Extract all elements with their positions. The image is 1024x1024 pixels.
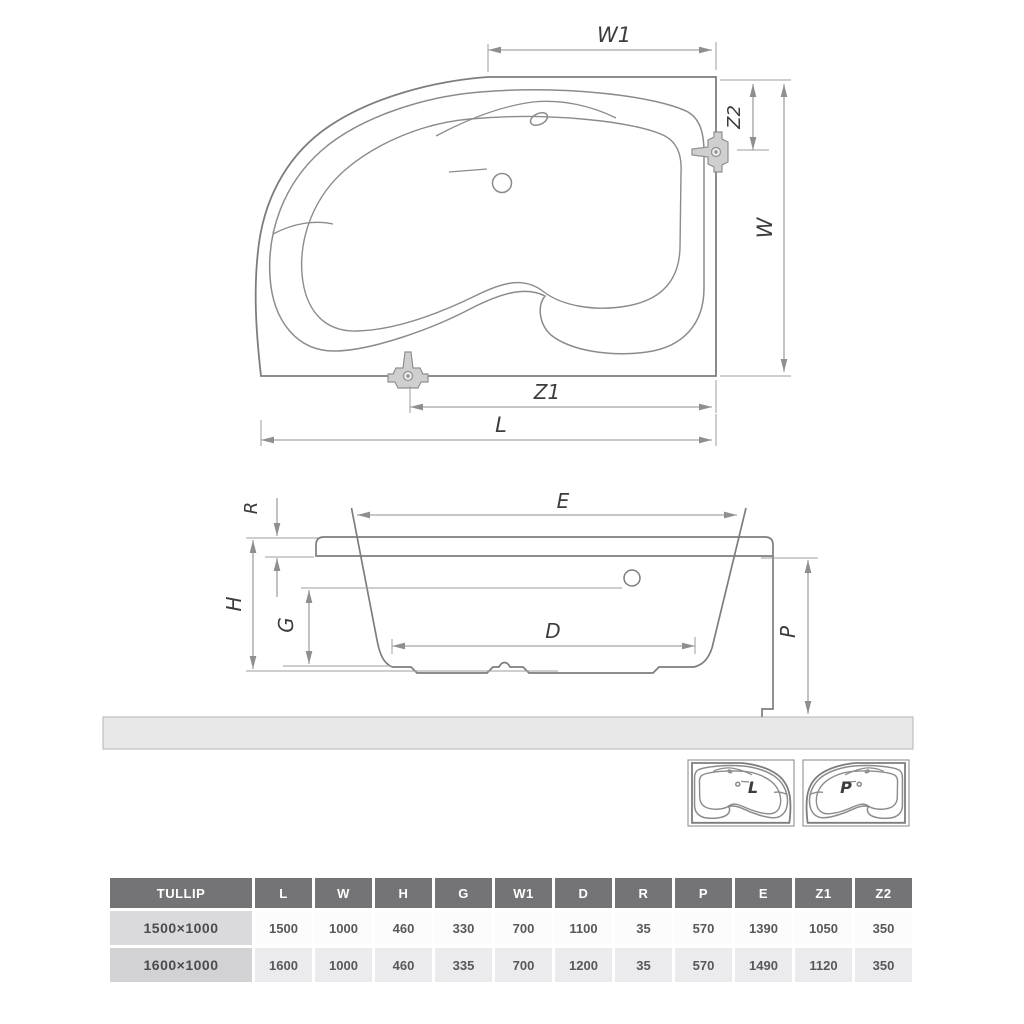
value-cell: 330: [435, 911, 492, 945]
faucet-icon: [692, 132, 728, 172]
column-header-h: H: [375, 878, 432, 908]
r-label: R: [241, 501, 262, 515]
column-header-l: L: [255, 878, 312, 908]
w1-label: W1: [596, 23, 632, 47]
model-cell: 1600×1000: [110, 948, 252, 982]
value-cell: 1000: [315, 948, 372, 982]
value-cell: 460: [375, 948, 432, 982]
side-view: [103, 489, 913, 749]
value-cell: 1000: [315, 911, 372, 945]
column-header-g: G: [435, 878, 492, 908]
value-cell: 335: [435, 948, 492, 982]
column-header-z2: Z2: [855, 878, 912, 908]
value-cell: 1490: [735, 948, 792, 982]
value-cell: 570: [675, 911, 732, 945]
value-cell: 1200: [555, 948, 612, 982]
column-header-z1: Z1: [795, 878, 852, 908]
w-label: W: [753, 217, 777, 239]
value-cell: 1100: [555, 911, 612, 945]
top-view: [256, 23, 791, 446]
column-header-p: P: [675, 878, 732, 908]
right-version-label: P: [840, 778, 852, 797]
z2-label: Z2: [724, 105, 745, 129]
p-label: P: [776, 625, 800, 639]
orientation-thumbnails: [688, 760, 909, 826]
column-header-e: E: [735, 878, 792, 908]
extension-lines: [246, 538, 818, 671]
value-cell: 1600: [255, 948, 312, 982]
e-label: E: [556, 489, 570, 513]
z1-label: Z1: [533, 380, 561, 404]
column-header-w: W: [315, 878, 372, 908]
column-header-w1: W1: [495, 878, 552, 908]
column-header-d: D: [555, 878, 612, 908]
overflow-side-icon: [624, 570, 640, 586]
value-cell: 1390: [735, 911, 792, 945]
d-label: D: [545, 619, 561, 643]
g-label: G: [274, 617, 298, 633]
apron-profile: [762, 556, 773, 717]
dimension-lines: [261, 50, 784, 440]
value-cell: 350: [855, 911, 912, 945]
table-model-header: TULLIP: [110, 878, 252, 908]
dimension-lines: [253, 498, 808, 714]
faucet-icon: [388, 352, 428, 388]
left-version-label: L: [747, 778, 759, 797]
l-label: L: [495, 413, 507, 437]
value-cell: 35: [615, 911, 672, 945]
column-header-r: R: [615, 878, 672, 908]
right-wall-profile: [694, 508, 746, 667]
value-cell: 350: [855, 948, 912, 982]
value-cell: 1500: [255, 911, 312, 945]
value-cell: 35: [615, 948, 672, 982]
dimensions-table: [110, 878, 912, 982]
rim-profile: [316, 537, 773, 556]
floor: [103, 717, 913, 749]
value-cell: 570: [675, 948, 732, 982]
value-cell: 1120: [795, 948, 852, 982]
value-cell: 460: [375, 911, 432, 945]
value-cell: 700: [495, 911, 552, 945]
value-cell: 700: [495, 948, 552, 982]
value-cell: 1050: [795, 911, 852, 945]
model-cell: 1500×1000: [110, 911, 252, 945]
h-label: H: [222, 596, 246, 612]
